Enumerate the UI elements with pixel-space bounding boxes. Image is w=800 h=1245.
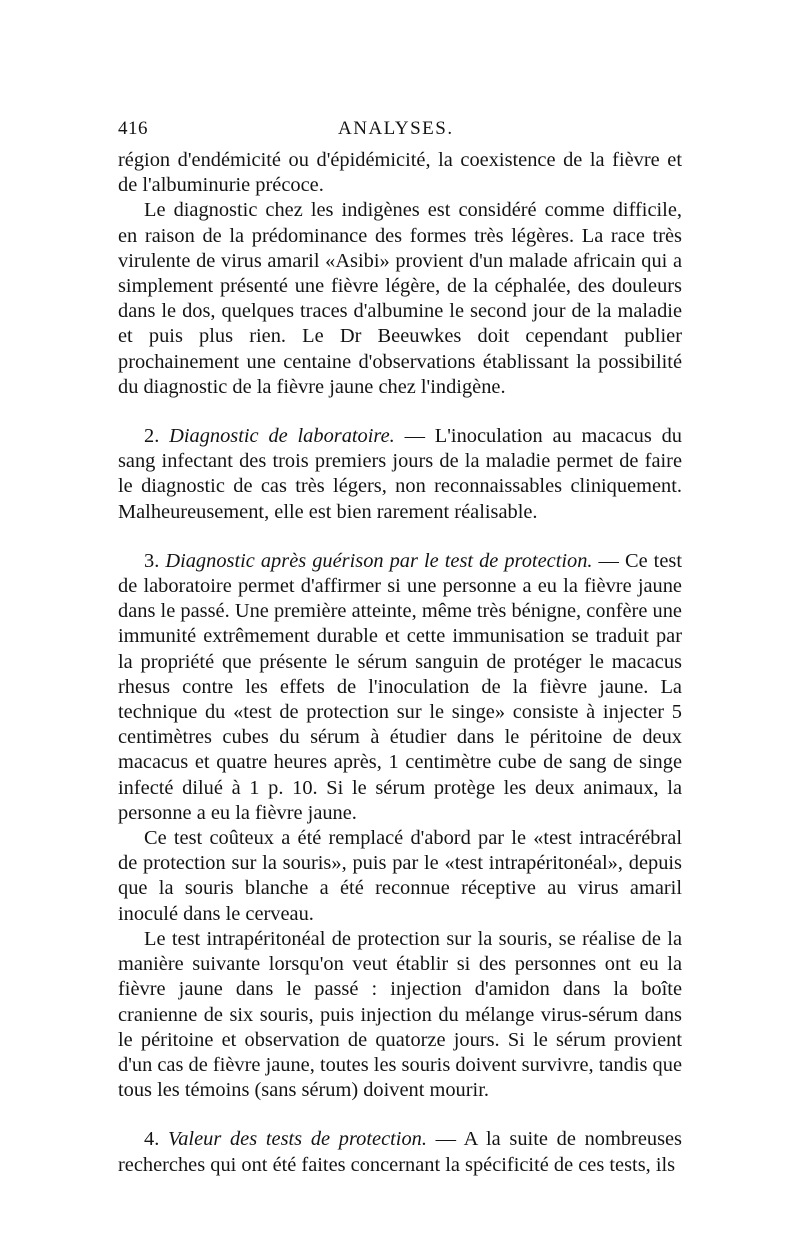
section-4-body: A la suite de nombreuses recherches qui ont été faites concernant la spécificité de ces tests, ils (118, 1128, 682, 1176)
page-number: 416 (118, 118, 148, 139)
section-2-body: L'inoculation au macacus du sang infectant des trois premiers jours de la maladie permet de faire le diagnostic de cas très légers, non reconnaissables cliniquement. Malheureusement, elle est bien rarement réalisable. (118, 425, 682, 523)
section-3-title: Diagnostic après guérison par le test de protection. (165, 549, 593, 572)
section-2-number: 2. (144, 425, 160, 448)
section-4-number: 4. (144, 1128, 160, 1151)
section-3-number: 3. (144, 549, 160, 572)
section-3-dash: — (592, 549, 625, 572)
section-3-body: Ce test de laboratoire permet d'affirmer si une personne a eu la fièvre jaune dans le passé. Une première atteinte, même très bénigne, confère une immunité extrêmement durable et cette immunisation se traduit par la propriété que présente le sérum sanguin de protéger le macacus rhesus contre les effets de l'inoculation de la fièvre jaune. La technique du «test de protection sur le singe» consiste à injecter 5 centimètres cubes du sérum à étudier dans le péritoine de deux macacus et quatre heures après, 1 centimètre cube de sang de singe infecté dilué à 1 p. 10. Si le sérum protège les deux animaux, la personne a eu la fièvre jaune. (118, 549, 682, 824)
section-4-dash: — (426, 1128, 464, 1151)
page (118, 118, 682, 1178)
section-3-paragraph-3: Le test intrapéritonéal de protection sur la souris, se réalise de la manière suivante lorsqu'on veut établir si des personnes ont eu la fièvre jaune dans le passé : injection d'amidon dans la boîte cranienne de six souris, puis injection du mélange virus-sérum dans le péritoine et observation de quatorze jours. Si le sérum provient d'un cas de fièvre jaune, toutes les souris doivent survivre, tandis que tous les témoins (sans sérum) doivent mourir. (118, 927, 682, 1102)
running-head (118, 118, 682, 148)
running-title: ANALYSES. (338, 118, 454, 139)
section-2-title: Diagnostic de laboratoire. (169, 425, 395, 448)
section-3-paragraph-2: Ce test coûteux a été remplacé d'abord par le «test intracérébral de protection sur la souris», puis par le «test intrapéritonéal», depuis que la souris blanche a été reconnue réceptive au virus amaril inoculé dans le cerveau. (118, 827, 682, 925)
body-text (118, 148, 682, 1178)
paragraph-indigenous-diagnosis: Le diagnostic chez les indigènes est considéré comme difficile, en raison de la prédominance des formes très légères. La race très virulente de virus amaril «Asibi» provient d'un malade africain qui a simplement présenté une fièvre légère, de la céphalée, des douleurs dans le dos, quelques traces d'albumine le second jour de la maladie et puis plus rien. Le Dr Beeuwkes doit cependant publier prochainement une centaine d'observations établissant la possibilité du diagnostic de la fièvre jaune chez l'indigène. (118, 199, 682, 398)
section-2 (118, 424, 682, 525)
section-4 (118, 1127, 682, 1177)
paragraph-continued: région d'endémicité ou d'épidémicité, la coexistence de la fièvre et de l'albuminurie précoce. (118, 149, 682, 197)
section-3 (118, 549, 682, 826)
section-4-title: Valeur des tests de protection. (168, 1128, 427, 1151)
section-2-dash: — (394, 425, 435, 448)
